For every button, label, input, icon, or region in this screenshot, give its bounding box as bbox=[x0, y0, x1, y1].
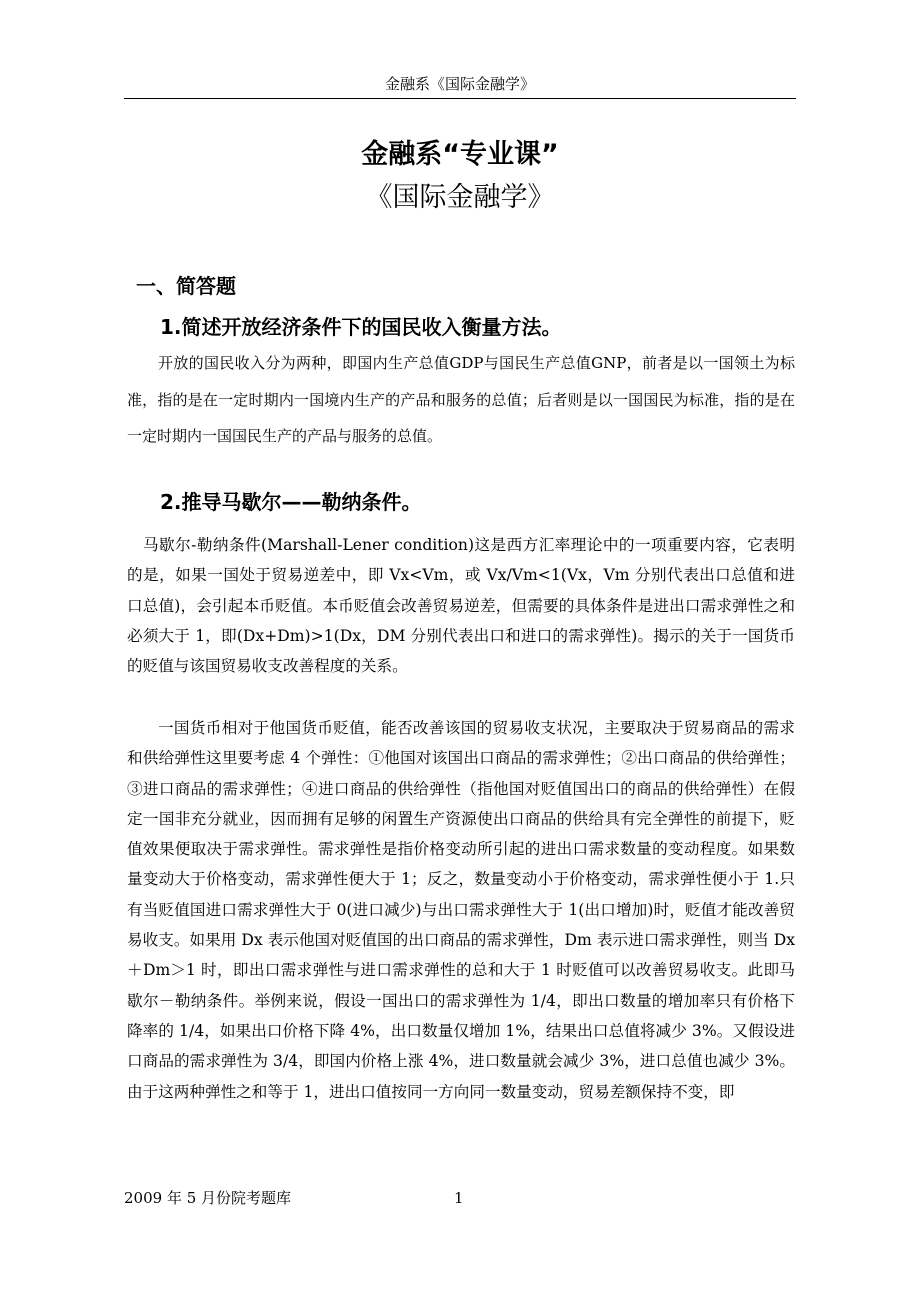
question-2-heading: 2.推导马歇尔——勒纳条件。 bbox=[160, 490, 422, 514]
header-rule bbox=[124, 98, 796, 99]
document-subtitle: 《国际金融学》 bbox=[365, 182, 555, 213]
question-2-paragraph-2: 一国货币相对于他国货币贬值，能否改善该国的贸易收支状况，主要取决于贸易商品的需求和供给弹性这里要考虑 4 个弹性：①他国对该国出口商品的需求弹性；②出口商品的供给弹性；③进口商品的需求弹性；④进口商品的供给弹性（指他国对贬值国出口的商品的供给弹性）在假定一国非充分就业，因而拥有足够的闲置生产资源使出口商品的供给具有完全弹性的前提下，贬值效果便取决于需求弹性。需求弹性是指价格变动所引起的进出口需求数量的变动程度。如果数量变动大于价格变动，需求弹性便大于 1；反之，数量变动小于价格变动，需求弹性便小于 1.只有当贬值国进口需求弹性大于 0(进口减少)与出口需求弹性大于 1(出口增加)时，贬值才能改善贸易收支。如果用 Dx 表示他国对贬值国的出口商品的需求弹性，Dm 表示进口需求弹性，则当 Dx＋Dm＞1 时，即出口需求弹性与进口需求弹性的总和大于 1 时贬值可以改善贸易收支。此即马歇尔－勒纳条件。举例来说，假设一国出口的需求弹性为 1/4，即出口数量的增加率只有价格下降率的 1/4，如果出口价格下降 4%，出口数量仅增加 1%，结果出口总值将减少 3%。又假设进口商品的需求弹性为 3/4，即国内价格上涨 4%，进口数量就会减少 3%，进口总值也减少 3%。由于这两种弹性之和等于 1，进出口值按同一方向同一数量变动，贸易差额保持不变，即 bbox=[127, 719, 795, 1101]
question-1-heading: 1.简述开放经济条件下的国民收入衡量方法。 bbox=[160, 315, 562, 339]
page-number: 1 bbox=[454, 1189, 464, 1207]
footer-source: 2009 年 5 月份院考题库 bbox=[124, 1189, 292, 1207]
question-2-paragraph-1: 马歇尔-勒纳条件(Marshall-Lener condition)这是西方汇率理论中的一项重要内容，它表明的是，如果一国处于贸易逆差中，即 Vx<Vm，或 Vx/Vm<1(Vx，Vm 分别代表出口总值和进口总值)，会引起本币贬值。本币贬值会改善贸易逆差，但需要的具体条件是进出口需求弹性之和必须大于 1，即(Dx+Dm)>1(Dx，DM 分别代表出口和进口的需求弹性)。揭示的关于一国货币的贬值与该国贸易收支改善程度的关系。 bbox=[127, 536, 795, 676]
document-title: 金融系“专业课” bbox=[361, 139, 559, 170]
question-1-answer: 开放的国民收入分为两种，即国内生产总值GDP与国民生产总值GNP，前者是以一国领土为标准，指的是在一定时期内一国境内生产的产品和服务的总值；后者则是以一国国民为标准，指的是在一定时期内一国国民生产的产品与服务的总值。 bbox=[127, 354, 795, 445]
section-heading: 一、简答题 bbox=[136, 274, 236, 298]
running-header: 金融系《国际金融学》 bbox=[384, 75, 535, 93]
